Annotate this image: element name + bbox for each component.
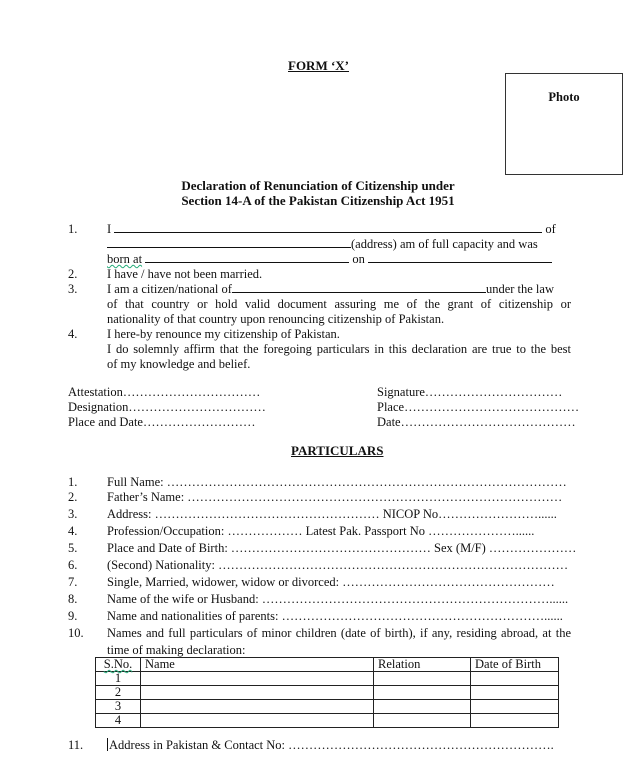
child-name-cell[interactable] bbox=[141, 714, 374, 728]
decl-item-3-line-1 bbox=[107, 282, 554, 297]
row-number: 2 bbox=[96, 686, 141, 700]
decl-item-3-line-2: of that country or hold valid document assuring me of the grant of citizenship or bbox=[107, 297, 571, 311]
child-name-cell[interactable] bbox=[141, 672, 374, 686]
decl-item-1-line-2 bbox=[107, 237, 538, 252]
col-relation: Relation bbox=[374, 658, 471, 672]
particular-num-6: 6. bbox=[68, 558, 78, 572]
child-name-cell[interactable] bbox=[141, 700, 374, 714]
decl-item-3-line-3: nationality of that country upon renouncing citizenship of Pakistan. bbox=[107, 312, 445, 326]
table-row bbox=[96, 686, 559, 700]
father-name-field[interactable]: Father’s Name: ……………………………………………………………………………… bbox=[107, 490, 563, 504]
heading-line-2: Section 14-A of the Pakistan Citizenship Act 1951 bbox=[181, 193, 455, 208]
profession-passport-field[interactable]: Profession/Occupation: ……………… Latest Pak. Passport No …………………...... bbox=[107, 524, 535, 538]
row-number: 3 bbox=[96, 700, 141, 714]
birthdate-blank[interactable] bbox=[368, 252, 552, 263]
children-table-header bbox=[96, 658, 559, 672]
child-relation-cell[interactable] bbox=[374, 714, 471, 728]
decl-item-4-line-3: of my knowledge and belief. bbox=[107, 357, 251, 371]
decl-item-3-prefix: I am a citizen/national of bbox=[107, 282, 232, 296]
particular-num-2: 2. bbox=[68, 490, 78, 504]
address-nicop-field[interactable]: Address: ……………………………………………… NICOP No……………………...... bbox=[107, 507, 557, 521]
form-title: FORM ‘X’ bbox=[288, 58, 350, 73]
table-row bbox=[96, 714, 559, 728]
birth-sex-field[interactable]: Place and Date of Birth: ………………………………………… Sex (M/F) ………………… bbox=[107, 541, 577, 555]
particular-num-4: 4. bbox=[68, 524, 78, 538]
birthplace-blank[interactable] bbox=[145, 252, 349, 263]
signature-field[interactable]: Signature…………………………… bbox=[377, 385, 563, 399]
full-name-field[interactable]: Full Name: …………………………………………………………………………………… bbox=[107, 475, 567, 489]
item10-line-2: time of making declaration: bbox=[107, 643, 246, 657]
address-blank[interactable] bbox=[107, 237, 351, 248]
decl-item-1-born-at: born at bbox=[107, 252, 143, 266]
particular-num-9: 9. bbox=[68, 609, 78, 623]
second-nationality-field[interactable]: (Second) Nationality: ………………………………………………………………………… bbox=[107, 558, 569, 572]
decl-item-1-line-1 bbox=[107, 222, 556, 237]
decl-item-4-line-1: I here-by renounce my citizenship of Pakistan. bbox=[107, 327, 340, 341]
decl-item-3-suffix: under the law bbox=[485, 282, 554, 296]
particular-num-8: 8. bbox=[68, 592, 78, 606]
decl-item-4-line-2: I do solemnly affirm that the foregoing particulars in this declaration are true to the best bbox=[107, 342, 571, 356]
attestation-field[interactable]: Attestation…………………………… bbox=[68, 385, 261, 399]
decl-item-1-on: on bbox=[352, 252, 365, 266]
particular-num-10: 10. bbox=[68, 626, 84, 640]
photo-label: Photo bbox=[548, 90, 580, 104]
particulars-title: PARTICULARS bbox=[291, 443, 384, 458]
col-name: Name bbox=[141, 658, 374, 672]
row-number: 4 bbox=[96, 714, 141, 728]
child-relation-cell[interactable] bbox=[374, 672, 471, 686]
country-blank[interactable] bbox=[232, 282, 486, 293]
table-row bbox=[96, 672, 559, 686]
date-field[interactable]: Date…………………………………… bbox=[377, 415, 576, 429]
child-name-cell[interactable] bbox=[141, 686, 374, 700]
parents-field[interactable]: Name and nationalities of parents: ………………………………………………………...... bbox=[107, 609, 563, 623]
place-and-date-field[interactable]: Place and Date……………………… bbox=[68, 415, 256, 429]
particular-num-5: 5. bbox=[68, 541, 78, 555]
children-table bbox=[95, 657, 559, 728]
child-dob-cell[interactable] bbox=[471, 672, 559, 686]
decl-num-3: 3. bbox=[68, 282, 78, 296]
child-dob-cell[interactable] bbox=[471, 714, 559, 728]
name-blank[interactable] bbox=[114, 222, 542, 233]
decl-num-1: 1. bbox=[68, 222, 78, 236]
heading-line-1: Declaration of Renunciation of Citizenship under bbox=[181, 178, 455, 193]
child-dob-cell[interactable] bbox=[471, 700, 559, 714]
spouse-name-field[interactable]: Name of the wife or Husband: ……………………………………………………………...... bbox=[107, 592, 569, 606]
photo-box bbox=[505, 73, 623, 175]
col-dob: Date of Birth bbox=[471, 658, 559, 672]
decl-item-1-address-text: (address) am of full capacity and was bbox=[351, 237, 538, 251]
decl-item-1-of: of bbox=[545, 222, 556, 236]
designation-field[interactable]: Designation…………………………… bbox=[68, 400, 266, 414]
child-relation-cell[interactable] bbox=[374, 686, 471, 700]
particular-num-3: 3. bbox=[68, 507, 78, 521]
table-row bbox=[96, 700, 559, 714]
pakistan-address-field[interactable]: Address in Pakistan & Contact No: ………………………………………………………. bbox=[109, 738, 554, 752]
child-dob-cell[interactable] bbox=[471, 686, 559, 700]
particular-num-7: 7. bbox=[68, 575, 78, 589]
particular-num-11: 11. bbox=[68, 738, 84, 752]
decl-item-2: I have / have not been married. bbox=[107, 267, 263, 281]
decl-num-2: 2. bbox=[68, 267, 78, 281]
particular-num-1: 1. bbox=[68, 475, 78, 489]
decl-num-4: 4. bbox=[68, 327, 78, 341]
place-field[interactable]: Place…………………………………… bbox=[377, 400, 580, 414]
item10-line-1: Names and full particulars of minor children (date of birth), if any, residing abroad, at the bbox=[107, 626, 571, 640]
text-cursor bbox=[107, 738, 108, 751]
col-sno: S.No. bbox=[96, 658, 141, 672]
decl-item-1-prefix: I bbox=[107, 222, 112, 236]
marital-status-field[interactable]: Single, Married, widower, widow or divorced: …………………………………………… bbox=[107, 575, 555, 589]
row-number: 1 bbox=[96, 672, 141, 686]
child-relation-cell[interactable] bbox=[374, 700, 471, 714]
decl-item-1-line-3 bbox=[107, 252, 552, 267]
